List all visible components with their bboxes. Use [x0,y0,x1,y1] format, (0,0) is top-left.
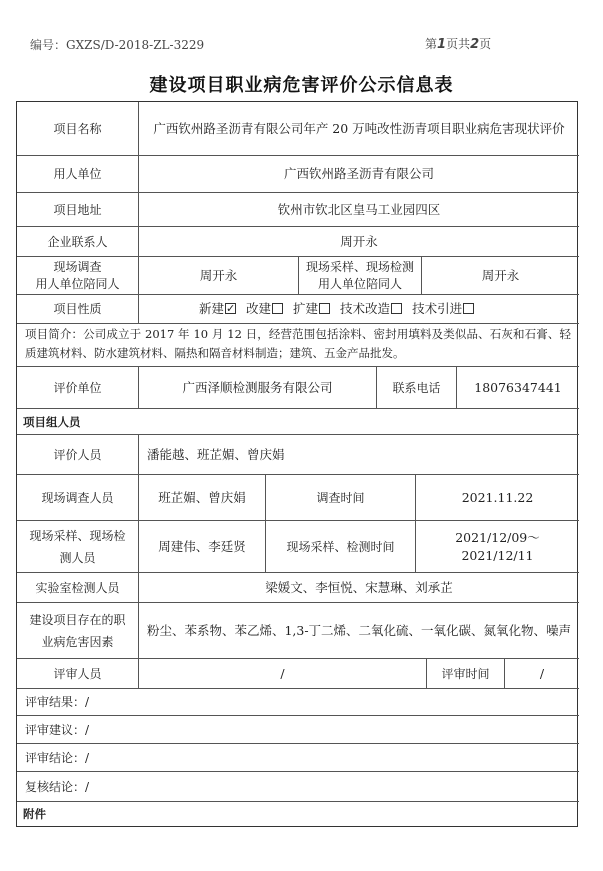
survey-staff-label: 现场调查人员 [17,475,139,521]
address-label: 项目地址 [17,193,139,227]
page-indicator [425,35,491,52]
address-value: 钦州市钦北区皇马工业园四区 [139,193,579,227]
review-conclusion: 评审结论：/ [17,744,579,772]
survey-time-label: 调查时间 [266,475,416,521]
phone-value: 18076347441 [457,367,579,409]
employer-value: 广西钦州路圣沥青有限公司 [139,156,579,193]
sampling-staff-value: 周建伟、李廷贤 [139,521,266,573]
sampling-time-value: 2021/12/09～ 2021/12/11 [416,521,579,573]
hazards-value: 粉尘、苯系物、苯乙烯、1,3-丁二烯、二氧化硫、一氧化碳、氮氧化物、噪声 [139,603,579,659]
evaluators-value: 潘能越、班芷媚、曾庆娟 [139,435,579,475]
review-suggestion: 评审建议：/ [17,716,579,744]
survey-staff-value: 班芷媚、曾庆娟 [139,475,266,521]
document-code: 编号：GXZS/D-2018-ZL-3229 [30,38,205,52]
sampling-escort-label: 现场采样、现场检测 用人单位陪同人 [299,257,422,295]
reviewer-label: 评审人员 [17,659,139,689]
page-suffix: 页 [479,37,492,51]
page-prefix: 第 [425,37,438,51]
nature-option-rebuild: 改建 [246,299,293,319]
project-name-label: 项目名称 [17,102,139,156]
hazards-label: 建设项目存在的职业病危害因素 [17,603,139,659]
nature-option-tech-upgrade: 技术改造 [340,299,412,319]
nature-label: 项目性质 [17,295,139,324]
evaluator-unit-value: 广西泽顺检测服务有限公司 [139,367,377,409]
nature-option-new: 新建✓ [199,299,246,319]
sampling-time-label: 现场采样、检测时间 [266,521,416,573]
survey-time-value: 2021.11.22 [416,475,579,521]
nature-options [139,295,579,324]
lab-staff-label: 实验室检测人员 [17,573,139,603]
checkbox-icon [319,303,330,314]
recheck-conclusion: 复核结论：/ [17,772,579,802]
sampling-staff-label: 现场采样、现场检测人员 [17,521,139,573]
nature-option-tech-import: 技术引进 [412,299,484,319]
reviewer-value: / [139,659,427,689]
checkbox-icon [225,303,236,314]
employer-label: 用人单位 [17,156,139,193]
evaluators-label: 评价人员 [17,435,139,475]
contact-value: 周开永 [139,227,579,257]
info-table [16,101,578,827]
page-title: 建设项目职业病危害评价公示信息表 [149,75,454,96]
page-middle: 页共 [446,37,471,51]
review-result: 评审结果：/ [17,689,579,716]
contact-label: 企业联系人 [17,227,139,257]
team-section-label: 项目组人员 [17,409,579,435]
checkbox-icon [272,303,283,314]
phone-label: 联系电话 [377,367,457,409]
review-time-label: 评审时间 [427,659,505,689]
lab-staff-value: 梁媛文、李恒悦、宋慧琳、刘承芷 [139,573,579,603]
sampling-escort-value: 周开永 [422,257,579,295]
evaluator-unit-label: 评价单位 [17,367,139,409]
survey-escort-label: 现场调查 用人单位陪同人 [17,257,139,295]
nature-option-expand: 扩建 [293,299,340,319]
checkbox-icon [391,303,402,314]
checkbox-icon [463,303,474,314]
attachment-label: 附件 [23,807,46,821]
project-intro: 项目简介：公司成立于 2017 年 10 月 12 日，经营范围包括涂料、密封用填料及类似品、石灰和石膏、轻质建筑材料、防水建筑材料、隔热和隔音材料制造；建筑、五金产品批发。 [17,324,579,367]
project-name-value: 广西钦州路圣沥青有限公司年产 20 万吨改性沥青项目职业病危害现状评价 [139,102,579,156]
review-time-value: / [505,659,579,689]
page-current: 1 [437,37,447,52]
page-total: 2 [470,37,480,52]
survey-escort-value: 周开永 [139,257,299,295]
